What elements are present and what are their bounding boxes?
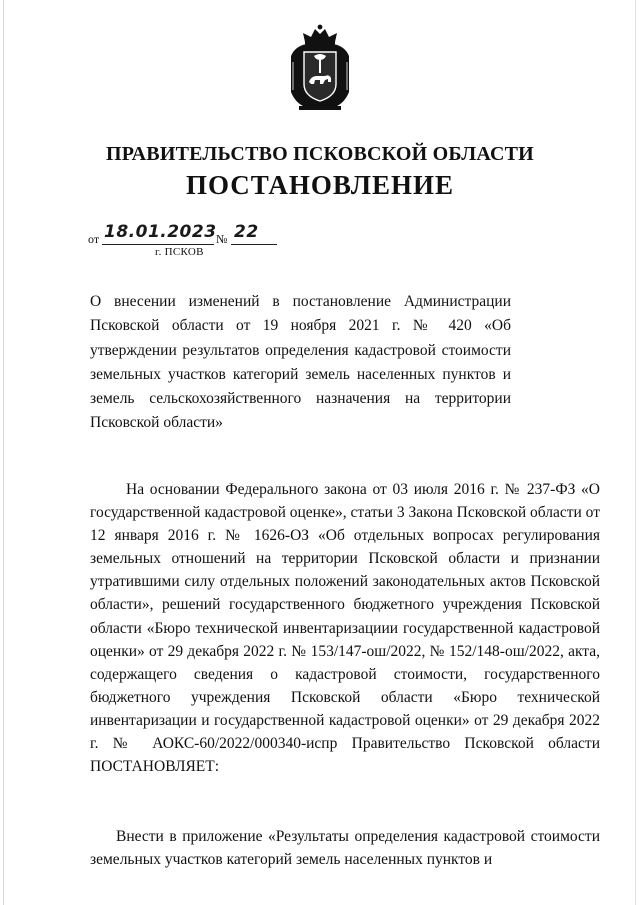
number-underline: [231, 244, 277, 245]
date-number-line: [88, 222, 328, 248]
document-type-title: ПОСТАНОВЛЕНИЕ: [185, 170, 455, 200]
document-number: 22: [234, 222, 259, 242]
scan-edge-right: [635, 0, 636, 905]
government-name: ПРАВИТЕЛЬСТВО ПСКОВСКОЙ ОБЛАСТИ: [106, 143, 534, 165]
legal-basis-text: На основании Федерального закона от 03 июля 2016 г. № 237-ФЗ «О государственной кадастровой оценке», статьи 3 Закона Псковской области от 12 января 2016 г. № 1626-ОЗ «Об отдельных вопросах регулирования земельных отношений на территории Псковской области и признании утратившими силу отдельных положений законодательных актов Псковской области», решений государственного бюджетного учреждения Псковской области «Бюро технической инвентаризациии государственной кадастровой оценки» от 29 декабря 2022 г. № 153/147-ош/2022, № 152/148-ош/2022, акта, содержащего сведения о кадастровой стоимости, государственного бюджетного учреждения Псковской области «Бюро технической инвентаризации и государственной кадастровой оценки» от 29 декабря 2022 г. № АОКС-60/2022/000340-испр Правительство Псковской области: [90, 481, 600, 753]
number-prefix: №: [216, 232, 228, 246]
resolves-keyword: ПОСТАНОВЛЯЕТ:: [90, 758, 220, 776]
date-prefix: от: [88, 232, 100, 246]
date-underline: [102, 244, 214, 245]
document-subject: О внесении изменений в постановление Администрации Псковской области от 19 ноября 2021 г. № 420 «Об утверждении результатов определения кадастровой стоимости земельных участков категорий земель населенных пунктов и земель сельскохозяйственного назначения на территории Псковской области»: [90, 293, 511, 432]
legal-basis-paragraph: [90, 478, 600, 778]
scan-edge-left: [3, 0, 4, 905]
document-date: 18.01.2023: [104, 222, 217, 242]
city-label: г. ПСКОВ: [155, 246, 204, 258]
resolution-item-paragraph: [90, 825, 600, 871]
pskov-coat-of-arms-icon: [287, 22, 353, 114]
resolution-item-text: Внести в приложение «Результаты определения кадастровой стоимости земельных участков категорий земель населенных пунктов и: [90, 828, 600, 869]
